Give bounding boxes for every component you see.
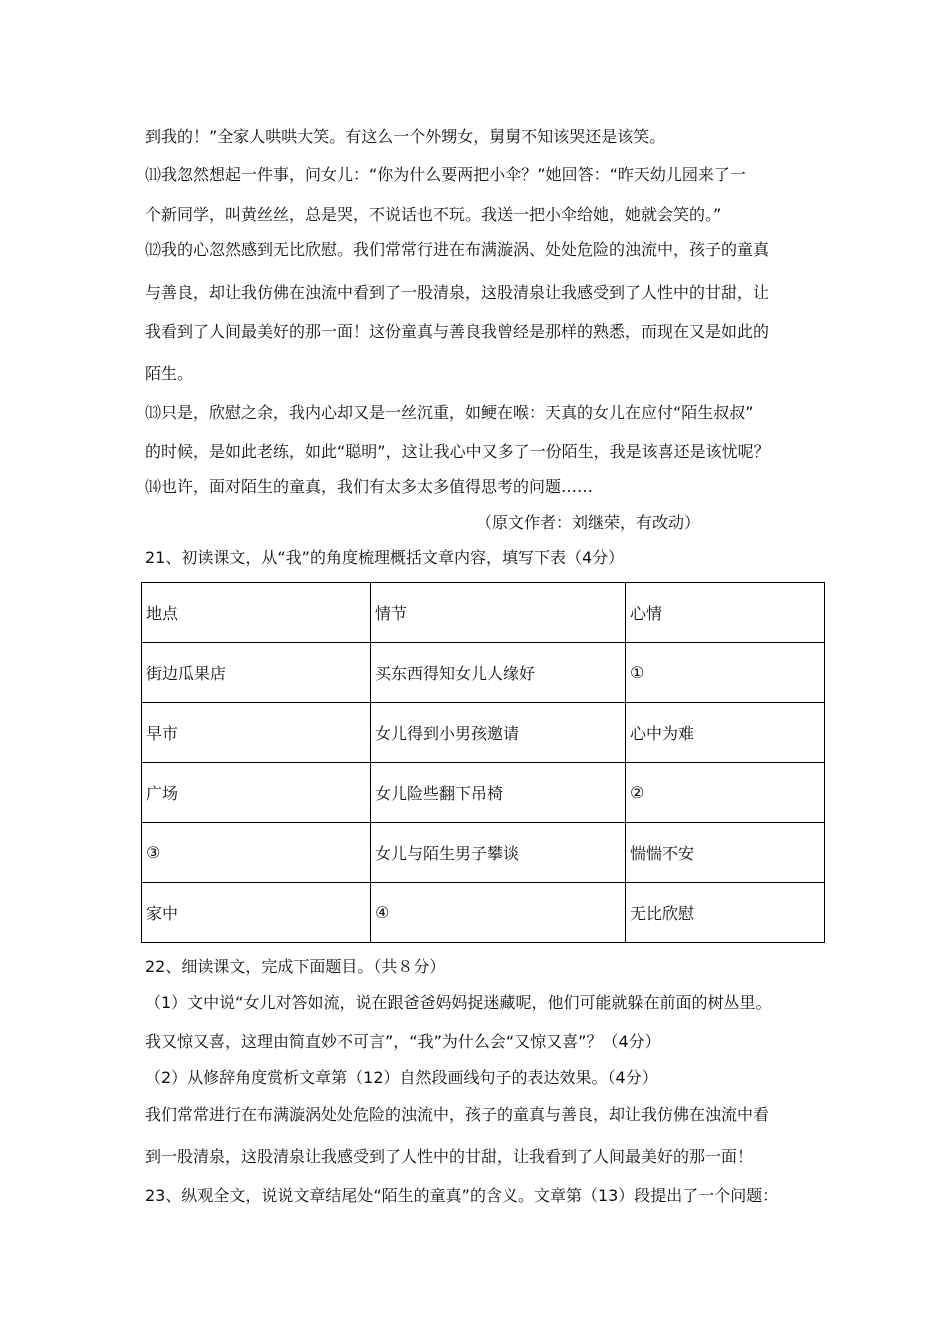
table-cell: 女儿险些翻下吊椅 (371, 763, 626, 823)
table-cell: 女儿与陌生男子攀谈 (371, 823, 626, 883)
passage-line: ⑿我的心忽然感到无比欣慰。我们常常行进在布满漩涡、处处危险的浊流中，孩子的童真 (145, 240, 770, 259)
table-cell: 广场 (142, 763, 371, 823)
table-header-row (142, 583, 825, 643)
passage-line: 陌生。 (145, 364, 194, 383)
table-cell: 早市 (142, 703, 371, 763)
passage-line: ⑾我忽然想起一件事，问女儿：“你为什么要两把小伞？”她回答：“昨天幼儿园来了一 (145, 165, 746, 184)
header-mood: 心情 (626, 583, 825, 643)
passage-line: ⒀只是，欣慰之余，我内心却又是一丝沉重，如鲠在喉：天真的女儿在应付“陌生叔叔” (145, 403, 754, 422)
summary-table (141, 582, 825, 943)
question-22-2-prompt: （2）从修辞角度赏析文章第（12）自然段画线句子的表达效果。（4分） (145, 1068, 658, 1087)
quoted-sentence-line: 到一股清泉，这股清泉让我感受到了人性中的甘甜，让我看到了人间最美好的那一面！ (145, 1147, 754, 1166)
table-row (142, 763, 825, 823)
quoted-sentence-line: 我们常常进行在布满漩涡处处危险的浊流中，孩子的童真与善良，却让我仿佛在浊流中看 (145, 1105, 770, 1124)
header-plot: 情节 (371, 583, 626, 643)
table-cell: ① (626, 643, 825, 703)
table-row (142, 883, 825, 943)
passage-line: 的时候，是如此老练，如此“聪明”，这让我心中又多了一份陌生，我是该喜还是该忧呢？ (145, 442, 770, 461)
question-23-prompt: 23、纵观全文，说说文章结尾处“陌生的童真”的含义。文章第（13）段提出了一个问题： (145, 1186, 779, 1205)
passage-line: ⒁也许，面对陌生的童真，我们有太多太多值得思考的问题…… (145, 477, 594, 496)
table-cell: 惴惴不安 (626, 823, 825, 883)
header-location: 地点 (142, 583, 371, 643)
table-row (142, 643, 825, 703)
table-cell: 女儿得到小男孩邀请 (371, 703, 626, 763)
question-22-prompt: 22、细读课文，完成下面题目。（共８分） (145, 957, 446, 976)
table-cell: ④ (371, 883, 626, 943)
table-cell: 街边瓜果店 (142, 643, 371, 703)
table-cell: 心中为难 (626, 703, 825, 763)
table-cell: 无比欣慰 (626, 883, 825, 943)
source-attribution: （原文作者：刘继荣，有改动） (475, 513, 700, 532)
question-22-1-line: （1）文中说“女儿对答如流，说在跟爸爸妈妈捉迷藏呢，他们可能就躲在前面的树丛里。 (145, 993, 772, 1012)
passage-line: 到我的！”全家人哄哄大笑。有这么一个外甥女，舅舅不知该哭还是该笑。 (145, 127, 666, 146)
table-cell: ② (626, 763, 825, 823)
question-21-prompt: 21、初读课文，从“我”的角度梳理概括文章内容，填写下表（4分） (145, 548, 625, 567)
question-22-1-line: 我又惊又喜，这理由简直妙不可言”，“我”为什么会“又惊又喜”？（4分） (145, 1032, 661, 1051)
table-cell: ③ (142, 823, 371, 883)
table-row (142, 823, 825, 883)
passage-line: 个新同学，叫黄丝丝，总是哭，不说话也不玩。我送一把小伞给她，她就会笑的。” (145, 205, 722, 224)
table-cell: 买东西得知女儿人缘好 (371, 643, 626, 703)
passage-line: 我看到了人间最美好的那一面！这份童真与善良我曾经是那样的熟悉，而现在又是如此的 (145, 322, 770, 341)
passage-line: 与善良，却让我仿佛在浊流中看到了一股清泉，这股清泉让我感受到了人性中的甘甜，让 (145, 283, 770, 302)
table-cell: 家中 (142, 883, 371, 943)
table-row (142, 703, 825, 763)
